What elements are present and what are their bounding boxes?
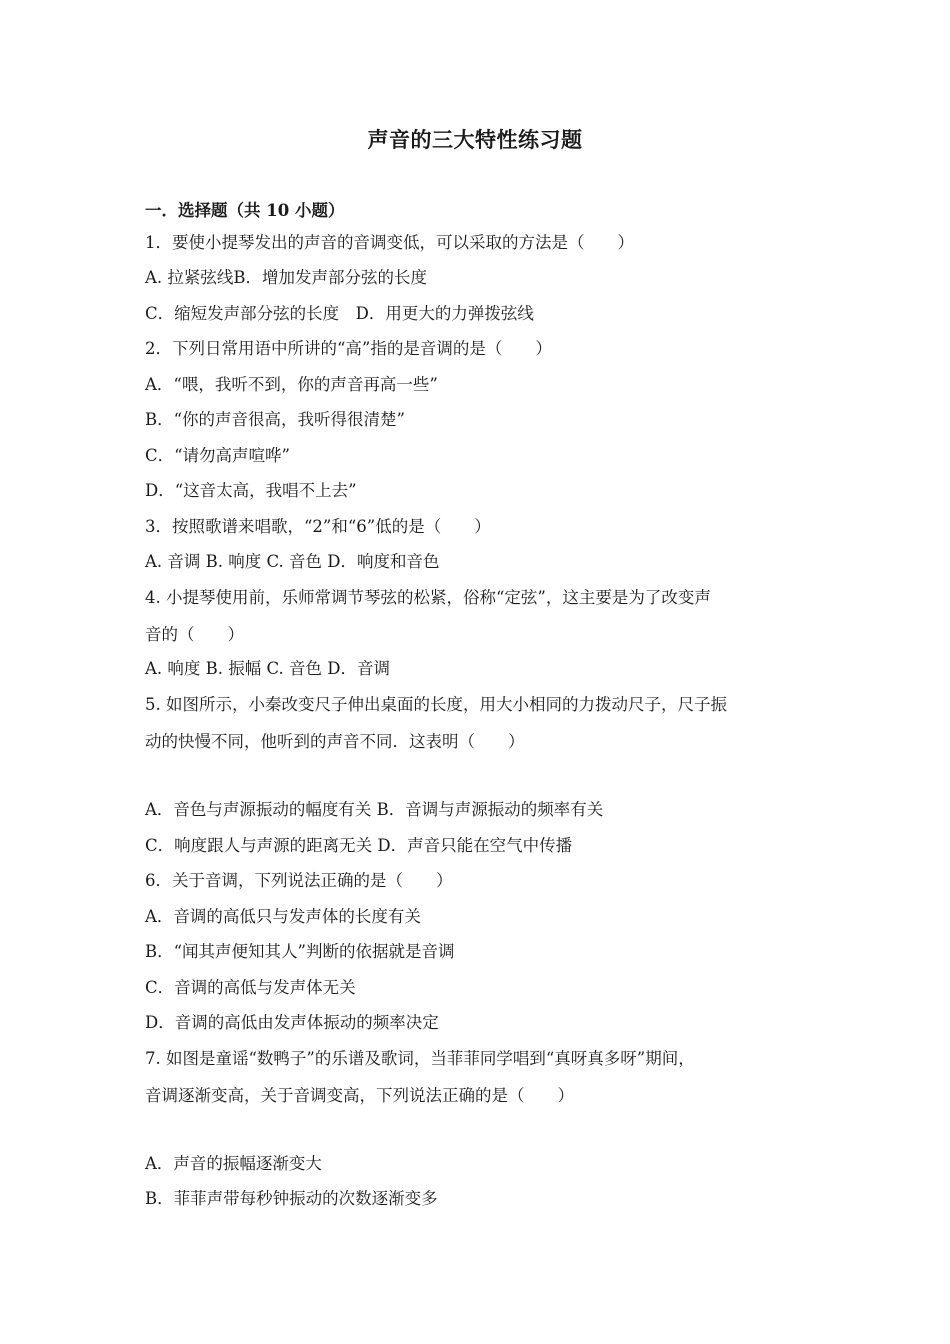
question-5-stem-line-2: 动的快慢不同，他听到的声音不同．这表明（ ） bbox=[145, 732, 525, 751]
question-1-options-ab: A. 拉紧弦线B．增加发声部分弦的长度 bbox=[145, 268, 428, 287]
page-title: 声音的三大特性练习题 bbox=[367, 127, 583, 152]
question-3-stem: 3．按照歌谱来唱歌，“2”和“6”低的是（ ） bbox=[145, 517, 491, 536]
question-7-stem-line-2: 音调逐渐变高，关于音调变高，下列说法正确的是（ ） bbox=[145, 1086, 574, 1105]
section-heading: 一．选择题（共 10 小题） bbox=[145, 201, 345, 220]
question-2-option-d: D．“这音太高，我唱不上去” bbox=[145, 481, 357, 500]
question-2-option-a: A．“喂，我听不到，你的声音再高一些” bbox=[145, 375, 438, 394]
question-2-stem: 2．下列日常用语中所讲的“高”指的是音调的是（ ） bbox=[145, 339, 552, 358]
question-6-option-a: A．音调的高低只与发声体的长度有关 bbox=[145, 907, 421, 926]
question-1-options-cd: C．缩短发声部分弦的长度 D．用更大的力弹拨弦线 bbox=[145, 304, 534, 323]
question-4-stem-line-1: 4. 小提琴使用前，乐师常调节琴弦的松紧，俗称“定弦”，这主要是为了改变声 bbox=[145, 588, 711, 607]
question-5-options-cd: C．响度跟人与声源的距离无关 D．声音只能在空气中传播 bbox=[145, 836, 573, 855]
question-5-options-ab: A．音色与声源振动的幅度有关 B．音调与声源振动的频率有关 bbox=[145, 800, 604, 819]
question-6-stem: 6．关于音调，下列说法正确的是（ ） bbox=[145, 871, 453, 890]
question-5-stem-line-1: 5. 如图所示，小秦改变尺子伸出桌面的长度，用大小相同的力拨动尺子，尺子振 bbox=[145, 695, 727, 714]
question-2-option-c: C．“请勿高声喧哗” bbox=[145, 446, 290, 465]
question-6-option-d: D．音调的高低由发声体振动的频率决定 bbox=[145, 1013, 439, 1032]
question-3-options: A. 音调 B. 响度 C. 音色 D．响度和音色 bbox=[145, 552, 440, 571]
question-6-option-c: C．音调的高低与发声体无关 bbox=[145, 978, 356, 997]
question-1-stem: 1．要使小提琴发出的声音的音调变低，可以采取的方法是（ ） bbox=[145, 233, 634, 252]
question-4-options: A. 响度 B. 振幅 C. 音色 D．音调 bbox=[145, 659, 391, 678]
question-6-option-b: B．“闻其声便知其人”判断的依据就是音调 bbox=[145, 942, 455, 961]
question-7-option-a: A．声音的振幅逐渐变大 bbox=[145, 1154, 322, 1173]
question-7-stem-line-1: 7. 如图是童谣“数鸭子”的乐谱及歌词，当菲菲同学唱到“真呀真多呀”期间， bbox=[145, 1049, 695, 1068]
question-4-stem-line-2: 音的（ ） bbox=[145, 625, 244, 644]
question-7-option-b: B．菲菲声带每秒钟振动的次数逐渐变多 bbox=[145, 1189, 438, 1208]
question-2-option-b: B．“你的声音很高，我听得很清楚” bbox=[145, 410, 405, 429]
